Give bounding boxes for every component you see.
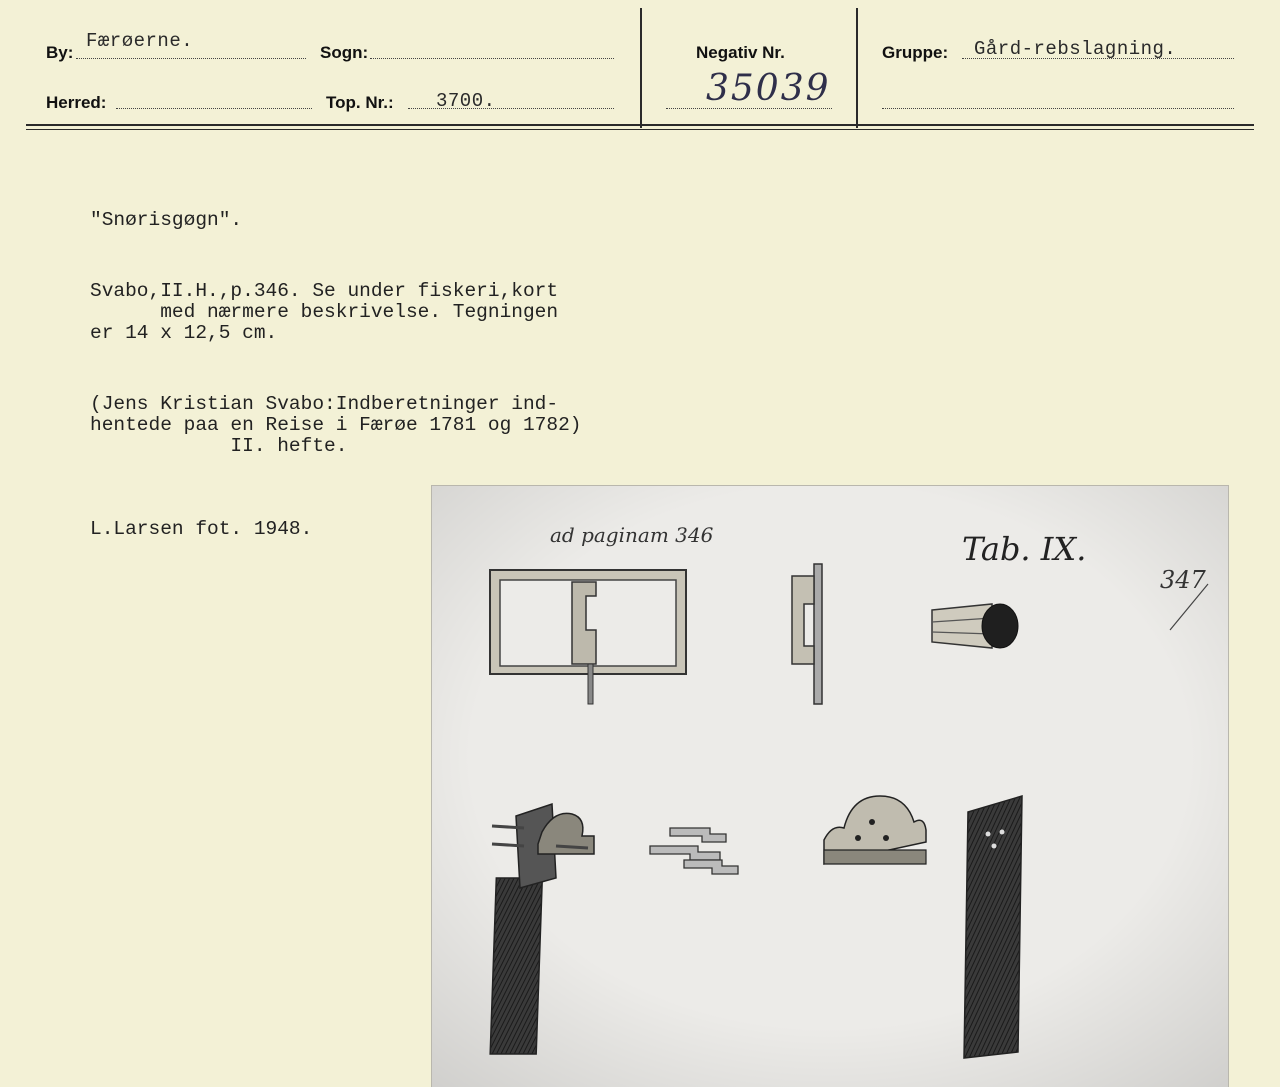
- herred-label: Herred:: [46, 93, 107, 112]
- sogn-line: [370, 58, 614, 59]
- by-value: Færøerne.: [86, 30, 194, 52]
- description-photographer: L.Larsen fot. 1948.: [90, 518, 313, 540]
- gruppe-line-2: [882, 108, 1234, 109]
- description-reference: Svabo,II.H.,p.346. Se under fiskeri,kort med nærmere beskrivelse. Tegningen er 14 x 12,5 cm.: [90, 280, 559, 344]
- negativ-label: Negativ Nr.: [696, 43, 785, 62]
- gruppe-label: Gruppe:: [882, 43, 949, 62]
- header-divider: [640, 8, 642, 128]
- by-label: By:: [46, 43, 74, 62]
- photo-note-left: ad paginam 346: [550, 523, 714, 547]
- photo-note-right: 347: [1160, 566, 1206, 594]
- top-nr-value: 3700.: [436, 90, 496, 112]
- tall-plank-icon: [964, 796, 1022, 1058]
- rope-making-tools-drawing: [432, 486, 1228, 1087]
- description-source: (Jens Kristian Svabo:Indberetninger ind- hentede paa en Reise i Færøe 1781 og 1782) II. hefte.: [90, 393, 582, 457]
- by-line: [76, 58, 306, 59]
- herred-line: [116, 108, 312, 109]
- negativ-value: 35039: [706, 68, 831, 109]
- top-nr-label: Top. Nr.:: [326, 93, 394, 112]
- sogn-label: Sogn:: [320, 43, 369, 62]
- card-header-form: [0, 0, 1280, 135]
- gruppe-value: Gård-rebslagning.: [974, 38, 1177, 60]
- header-rule: [26, 124, 1254, 126]
- header-rule: [26, 129, 1254, 130]
- fluted-roller-icon: [932, 604, 1018, 648]
- photo-note-center: Tab. IX.: [962, 530, 1087, 568]
- description-title: "Snørisgøgn".: [90, 209, 243, 231]
- mounted-photograph: [432, 486, 1228, 1087]
- header-divider: [856, 8, 858, 128]
